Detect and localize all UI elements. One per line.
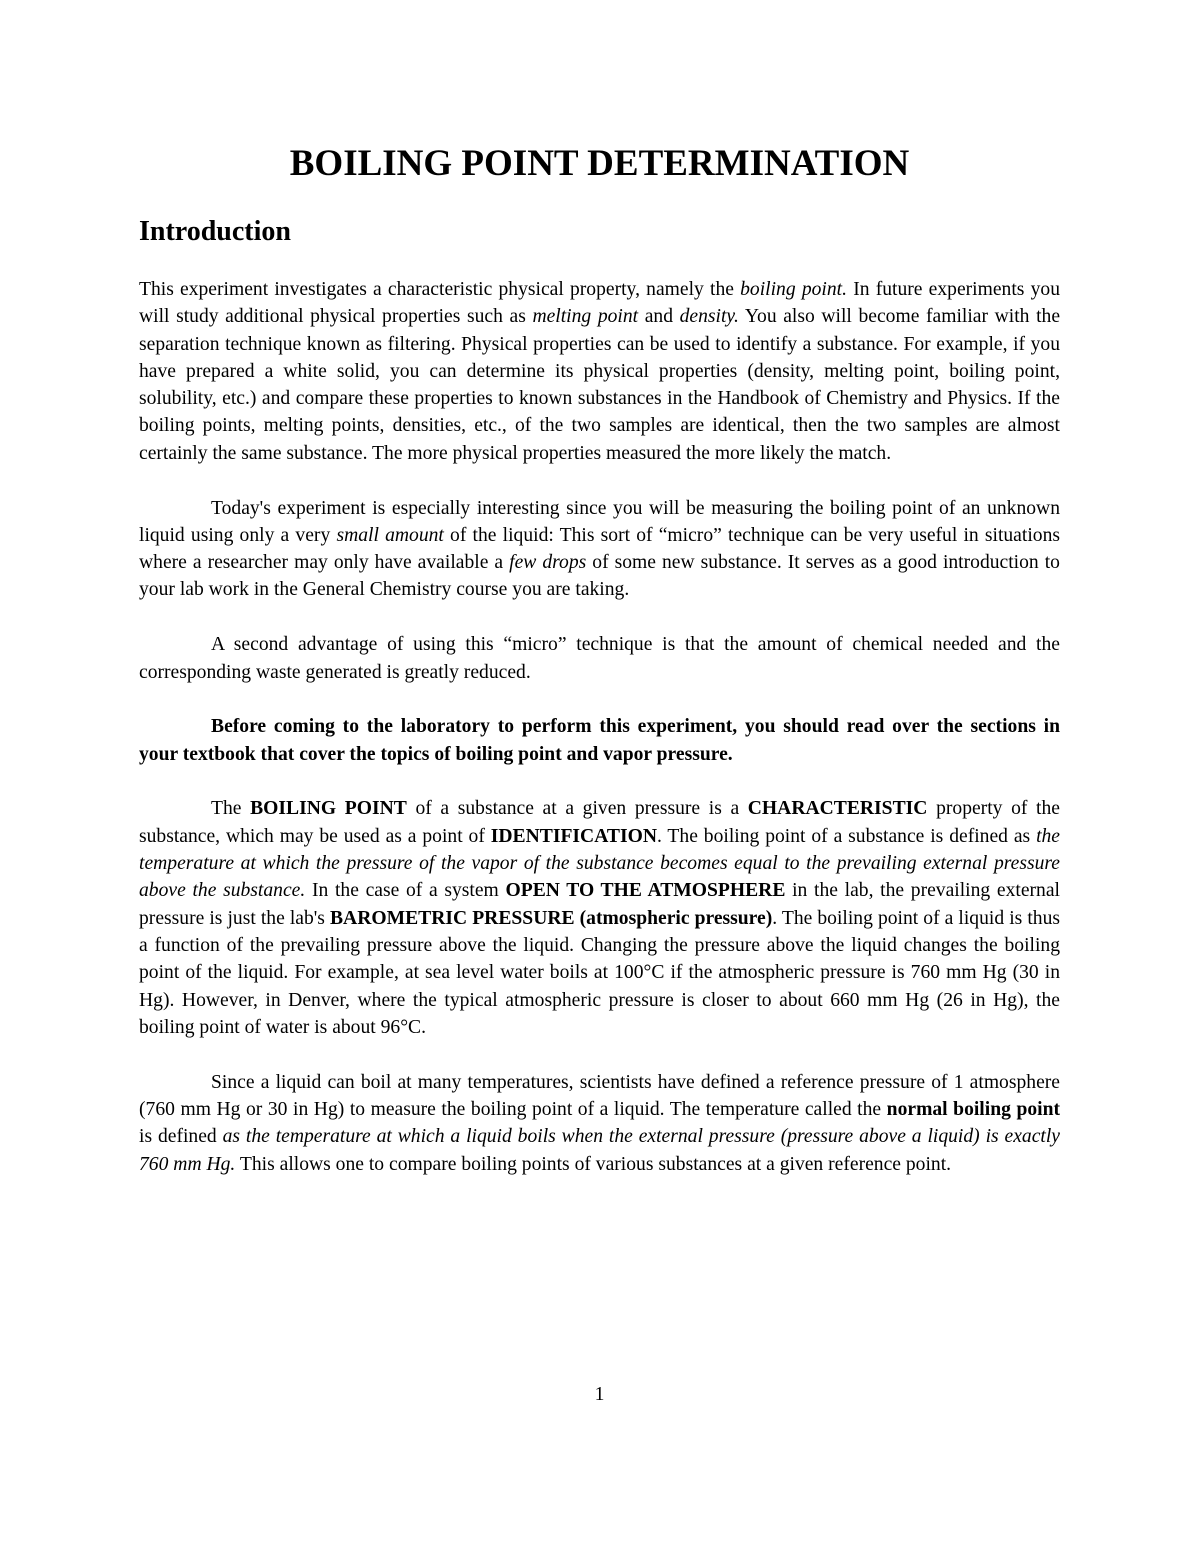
text-span: of the liquid: This sort of “micro” technique can be very useful in situations where a researcher may only have available a xyxy=(139,524,1060,574)
italic-text: melting point xyxy=(532,306,639,328)
text-span: A second advantage of using this “micro” technique is that the amount of chemical needed and the corresponding waste generated is greatly reduced. xyxy=(139,634,1060,683)
text-span: . The boiling point of a liquid is thus a function of the prevailing pressure above the liquid. Changing the pressure above the liquid changes the boiling point of the liquid. For example, at sea level water boils at 100°C if the atmospheric pressure is 760 mm Hg (30 in Hg). However, in Denver, where the typical atmospheric pressure is closer to about 660 mm Hg (26 in Hg), the boiling point of water is about 96°C. xyxy=(139,907,1060,1038)
text-span: The xyxy=(211,798,251,820)
text-span: and xyxy=(638,306,680,328)
text-span: In future experiments you will study additional physical properties such as xyxy=(139,279,1060,328)
section-heading-introduction: Introduction xyxy=(139,216,291,247)
text-span: of some new substance. It serves as a good introduction to your lab work in the General Chemistry course you are taking. xyxy=(139,552,1060,601)
italic-text: small amount xyxy=(336,524,444,546)
italic-text: boiling point. xyxy=(740,279,848,300)
italic-text: as the temperature at which a liquid boils when the external pressure (pressure above a liquid) is exactly 760 mm Hg. xyxy=(139,1126,1060,1175)
text-span: Since a liquid can boil at many temperatures, scientists have defined a reference pressure of 1 atmosphere (760 mm Hg or 30 in Hg) to measure the boiling point of a liquid. The temperature called the xyxy=(139,1071,1060,1120)
italic-text: density. xyxy=(679,306,739,328)
text-span: . The boiling point of a substance is defined as xyxy=(656,825,1037,847)
paragraph-3 xyxy=(139,631,1060,686)
paragraph-2 xyxy=(139,495,1060,604)
italic-text: the temperature at which the pressure of the vapor of the substance becomes equal to the prevailing external pressure above the substance. xyxy=(139,825,1060,902)
bold-text: BAROMETRIC PRESSURE (atmospheric pressure) xyxy=(329,907,773,929)
text-span: This allows one to compare boiling points of various substances at a given reference point. xyxy=(235,1153,952,1175)
text-span: is defined xyxy=(139,1126,223,1148)
text-span: Today's experiment is especially interesting since you will be measuring the boiling point of an unknown liquid using only a very xyxy=(139,497,1060,546)
paragraph-4 xyxy=(139,713,1060,768)
paragraph-5 xyxy=(139,795,1060,1041)
paragraph-6 xyxy=(139,1069,1060,1178)
text-span: property of the substance, which may be used as a point of xyxy=(139,798,1060,847)
italic-text: few drops xyxy=(509,552,587,574)
text-span: of a substance at a given pressure is a xyxy=(406,798,748,820)
bold-text: CHARACTERISTIC xyxy=(747,798,928,820)
page-number: 1 xyxy=(594,1384,605,1405)
text-span: You also will become familiar with the separation technique known as filtering. Physical properties can be used to identify a substance. For example, if you have prepared a white solid, you can determine its physical properties (density, melting point, boiling point, solubility, etc.) and compare these properties to known substances in the Handbook of Chemistry and Physics. If the boiling points, melting points, densities, etc., of the two samples are identical, then the two samples are almost certainly the same substance. The more physical properties measured the more likely the match. xyxy=(139,306,1061,464)
bold-text: OPEN TO THE ATMOSPHERE xyxy=(505,880,786,902)
bold-text: IDENTIFICATION xyxy=(490,825,657,847)
document-page xyxy=(139,0,1060,1553)
text-span: in the lab, the prevailing external pressure is just the lab's xyxy=(139,880,1060,929)
bold-text: BOILING POINT xyxy=(250,798,407,820)
paragraph-1 xyxy=(139,276,1060,467)
document-title: BOILING POINT DETERMINATION xyxy=(289,143,910,184)
text-span: In the case of a system xyxy=(305,880,506,902)
body-text xyxy=(139,276,1060,1205)
bold-text: Before coming to the laboratory to perform this experiment, you should read over the sections in your textbook that cover the topics of boiling point and vapor pressure. xyxy=(139,716,1060,765)
bold-text: normal boiling point xyxy=(886,1098,1061,1120)
text-span: This experiment investigates a characteristic physical property, namely the xyxy=(139,279,741,300)
